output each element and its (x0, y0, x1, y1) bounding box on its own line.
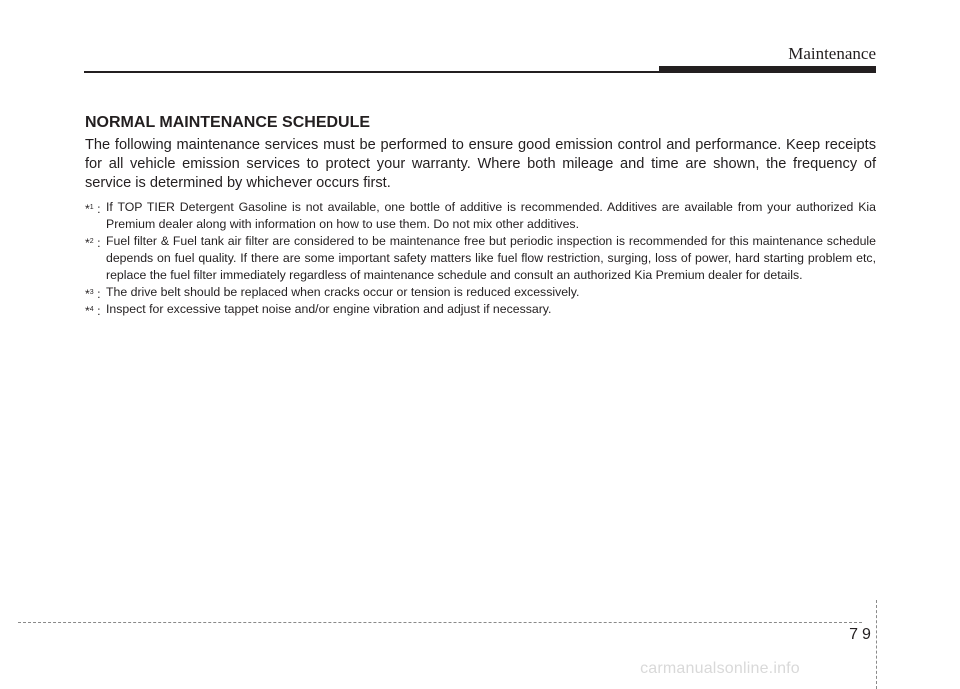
footnote-item (85, 284, 876, 301)
footnote-text: If TOP TIER Detergent Gasoline is not available, one bottle of additive is recommended. Additives are available from your authorized Kia Premium dealer along with information on how to use them. Do not mix other additives. (106, 200, 876, 231)
footer-dashed-rule (18, 622, 862, 623)
footnote-text: The drive belt should be replaced when cracks occur or tension is reduced excessively. (106, 285, 580, 299)
header-rule (84, 71, 660, 73)
chapter-number: 7 (849, 626, 862, 643)
footnote-item (85, 233, 876, 284)
intro-paragraph: The following maintenance services must be performed to ensure good emission control and performance. Keep receipts for all vehicle emission services to protect your warranty. Where both mileage and time are shown, the frequency of service is determined by whichever occurs first. (85, 137, 876, 191)
page-number-value: 9 (862, 626, 875, 643)
section-title: NORMAL MAINTENANCE SCHEDULE (85, 114, 371, 131)
footnote-list (85, 199, 876, 318)
page-number (849, 626, 875, 644)
footnote-marker: *$^1$ : (85, 202, 101, 216)
footnote-item (85, 301, 876, 318)
footnote-text: Inspect for excessive tappet noise and/or engine vibration and adjust if necessary. (106, 302, 552, 316)
header-rule-thick (659, 66, 876, 73)
footnote-text: Fuel filter & Fuel tank air filter are considered to be maintenance free but periodic inspection is recommended for this maintenance schedule depends on fuel quality. If there are some important safety matters like fuel flow restriction, surging, loss of power, hard starting problem etc, replace the fuel filter immediately regardless of maintenance schedule and consult an authorized Kia Premium dealer for details. (106, 234, 876, 282)
footnote-item (85, 199, 876, 233)
main-content (85, 113, 876, 318)
watermark-text: carmanualsonline.info (640, 660, 800, 677)
footnote-marker: *$^4$ : (85, 304, 101, 318)
footnote-marker: *$^3$ : (85, 287, 101, 301)
footnote-marker: *$^2$ : (85, 236, 101, 250)
running-header-title: Maintenance (788, 44, 876, 63)
